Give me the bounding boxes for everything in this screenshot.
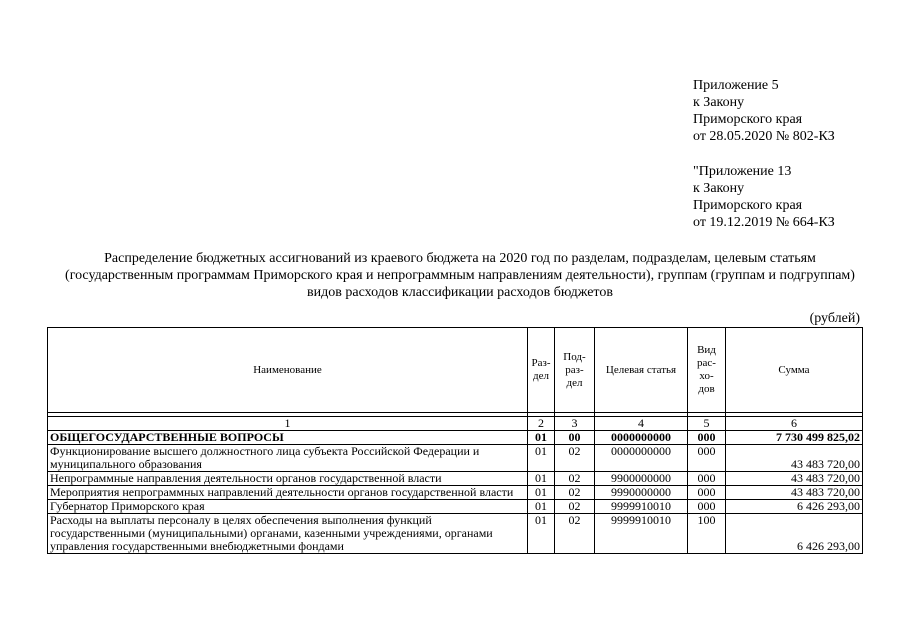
header-summa: Сумма bbox=[726, 328, 863, 413]
cell-summa: 7 730 499 825,02 bbox=[726, 431, 863, 445]
cell-podrazdel: 00 bbox=[555, 431, 595, 445]
header-tselevaya: Целевая статья bbox=[595, 328, 688, 413]
cell-podrazdel: 02 bbox=[555, 445, 595, 472]
cell-name: Мероприятия непрограммных направлений деятельности органов государственной власти bbox=[48, 486, 528, 500]
cell-vid: 000 bbox=[688, 486, 726, 500]
header-name: Наименование bbox=[48, 328, 528, 413]
cell-summa: 43 483 720,00 bbox=[726, 486, 863, 500]
annex-line: от 28.05.2020 № 802-КЗ bbox=[693, 129, 835, 144]
cell-name: Непрограммные направления деятельности органов государственной власти bbox=[48, 472, 528, 486]
annex-line: Приложение 5 bbox=[693, 78, 779, 93]
cell-summa: 43 483 720,00 bbox=[726, 472, 863, 486]
table-row bbox=[48, 514, 863, 554]
cell-razdel: 01 bbox=[528, 472, 555, 486]
cell-vid: 000 bbox=[688, 500, 726, 514]
column-number: 5 bbox=[688, 417, 726, 431]
cell-vid: 000 bbox=[688, 472, 726, 486]
cell-name: Функционирование высшего должностного лица субъекта Российской Федерации и муниципального образования bbox=[48, 445, 528, 472]
cell-razdel: 01 bbox=[528, 500, 555, 514]
cell-razdel: 01 bbox=[528, 431, 555, 445]
cell-podrazdel: 02 bbox=[555, 486, 595, 500]
cell-podrazdel: 02 bbox=[555, 500, 595, 514]
document-title: Распределение бюджетных ассигнований из краевого бюджета на 2020 год по разделам, подразделам, целевым статьям (государственным программам Приморского края и непрограммным направлениям деятельности), группам (группам и подгруппам) видов расходов классификации расходов бюджетов bbox=[65, 251, 855, 300]
column-number: 2 bbox=[528, 417, 555, 431]
cell-razdel: 01 bbox=[528, 486, 555, 500]
annex-line: к Закону bbox=[693, 181, 745, 196]
cell-tselevaya: 0000000000 bbox=[595, 431, 688, 445]
table-row bbox=[48, 431, 863, 445]
cell-razdel: 01 bbox=[528, 445, 555, 472]
table-row bbox=[48, 445, 863, 472]
cell-vid: 000 bbox=[688, 445, 726, 472]
header-podrazdel: Под- раз- дел bbox=[555, 328, 595, 413]
cell-name: Расходы на выплаты персоналу в целях обеспечения выполнения функций государственными (муниципальными) органами, казенными учреждениями, органами управления государственными внебюджетными фондами bbox=[48, 514, 528, 554]
cell-tselevaya: 9999910010 bbox=[595, 500, 688, 514]
header-vid: Вид рас- хо- дов bbox=[688, 328, 726, 413]
annex-block-current bbox=[693, 77, 835, 145]
cell-tselevaya: 9900000000 bbox=[595, 472, 688, 486]
annex-line: к Закону bbox=[693, 95, 745, 110]
units-label: (рублей) bbox=[809, 311, 860, 326]
annex-line: от 19.12.2019 № 664-КЗ bbox=[693, 215, 835, 230]
cell-summa: 6 426 293,00 bbox=[726, 514, 863, 554]
column-numbers-row bbox=[48, 417, 863, 431]
column-number: 6 bbox=[726, 417, 863, 431]
cell-tselevaya: 9990000000 bbox=[595, 486, 688, 500]
budget-table bbox=[47, 327, 863, 554]
annex-block-original bbox=[693, 163, 835, 231]
cell-vid: 000 bbox=[688, 431, 726, 445]
annex-line: Приморского края bbox=[693, 112, 803, 127]
cell-podrazdel: 02 bbox=[555, 472, 595, 486]
cell-summa: 43 483 720,00 bbox=[726, 445, 863, 472]
cell-summa: 6 426 293,00 bbox=[726, 500, 863, 514]
table-header-row bbox=[48, 328, 863, 413]
annex-line: "Приложение 13 bbox=[693, 164, 792, 179]
column-number: 4 bbox=[595, 417, 688, 431]
cell-tselevaya: 9999910010 bbox=[595, 514, 688, 554]
table-row bbox=[48, 500, 863, 514]
header-razdel: Раз- дел bbox=[528, 328, 555, 413]
cell-podrazdel: 02 bbox=[555, 514, 595, 554]
cell-vid: 100 bbox=[688, 514, 726, 554]
cell-razdel: 01 bbox=[528, 514, 555, 554]
cell-name: Губернатор Приморского края bbox=[48, 500, 528, 514]
table-row bbox=[48, 486, 863, 500]
cell-tselevaya: 0000000000 bbox=[595, 445, 688, 472]
table-row bbox=[48, 472, 863, 486]
column-number: 3 bbox=[555, 417, 595, 431]
column-number: 1 bbox=[48, 417, 528, 431]
cell-name: ОБЩЕГОСУДАРСТВЕННЫЕ ВОПРОСЫ bbox=[48, 431, 528, 445]
annex-line: Приморского края bbox=[693, 198, 803, 213]
